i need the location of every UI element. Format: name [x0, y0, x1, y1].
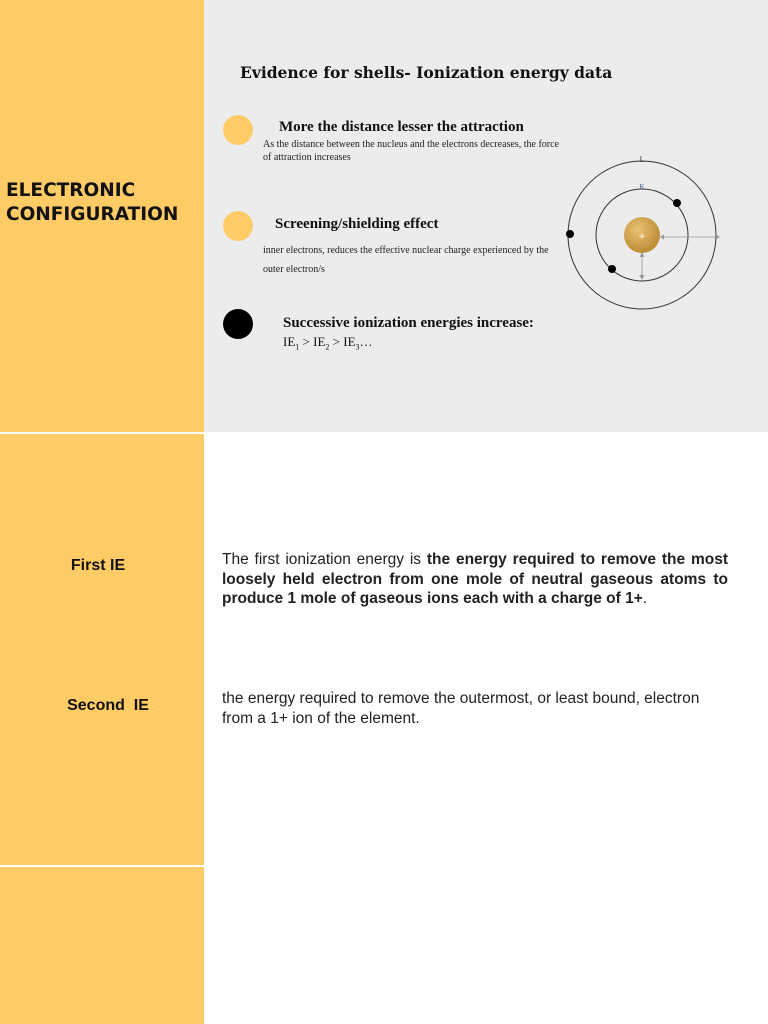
ie-sub-2: 2 [325, 342, 330, 352]
second-ie-label: Second IE [67, 697, 149, 714]
ie-sub-3: 3 [355, 342, 360, 352]
sidebar-panel-bottom [0, 867, 204, 1024]
ie-gt-2: > [329, 334, 344, 349]
ie-term-2: IE [313, 334, 326, 349]
electron-outer [566, 230, 574, 238]
second-ie-definition: the energy required to remove the outermost, or least bound, electron from a 1+ ion of the element. [222, 690, 700, 727]
outer-shell-label: L [639, 155, 645, 164]
point-title-successive: Successive ionization energies increase: [283, 315, 534, 331]
first-ie-prefix: The first ionization energy is [222, 551, 427, 568]
sidebar-panel-middle [0, 434, 204, 865]
ie-formula [283, 334, 373, 352]
radius-arrow-head-down [640, 275, 645, 280]
radius-arrow-head-left [660, 235, 664, 240]
ie-sub-1: 1 [295, 342, 300, 352]
bullet-dot-3 [223, 309, 253, 339]
ie-ellipsis: … [359, 334, 373, 349]
evidence-title: Evidence for shells- Ionization energy data [240, 63, 613, 82]
bullet-dot-1 [223, 115, 253, 145]
radius-arrow-head-right [716, 235, 720, 240]
point-title-shielding: Screening/shielding effect [275, 216, 439, 232]
page-heading [6, 179, 202, 227]
point-description-distance: As the distance between the nucleus and the electrons decreases, the force of attraction increases [263, 139, 559, 163]
bullet-dot-2 [223, 211, 253, 241]
first-ie-bold-text: the energy required to remove the most loosely held electron from one mole of neutral gaseous atoms to produce 1 mole of gaseous ions each with a charge of 1+ [222, 551, 728, 607]
electron-inner-bottom [608, 265, 616, 273]
atom-shell-diagram [560, 150, 730, 315]
ie-gt-1: > [299, 334, 314, 349]
point-title-distance: More the distance lesser the attraction [279, 119, 524, 135]
ie-term-3: IE [343, 334, 356, 349]
first-ie-definition [222, 550, 728, 609]
first-ie-suffix: . [642, 590, 648, 607]
electron-inner-top [673, 199, 681, 207]
nucleus-label: + [638, 232, 646, 242]
page-heading-line2: CONFIGURATION [6, 204, 179, 225]
inner-shell-label: K [639, 183, 645, 191]
first-ie-label: First IE [70, 557, 126, 574]
page-heading-line1: ELECTRONIC [6, 180, 136, 201]
point-description-shielding: inner electrons, reduces the effective nuclear charge experienced by the outer electron/s [263, 245, 549, 275]
ie-term-1: IE [283, 334, 296, 349]
